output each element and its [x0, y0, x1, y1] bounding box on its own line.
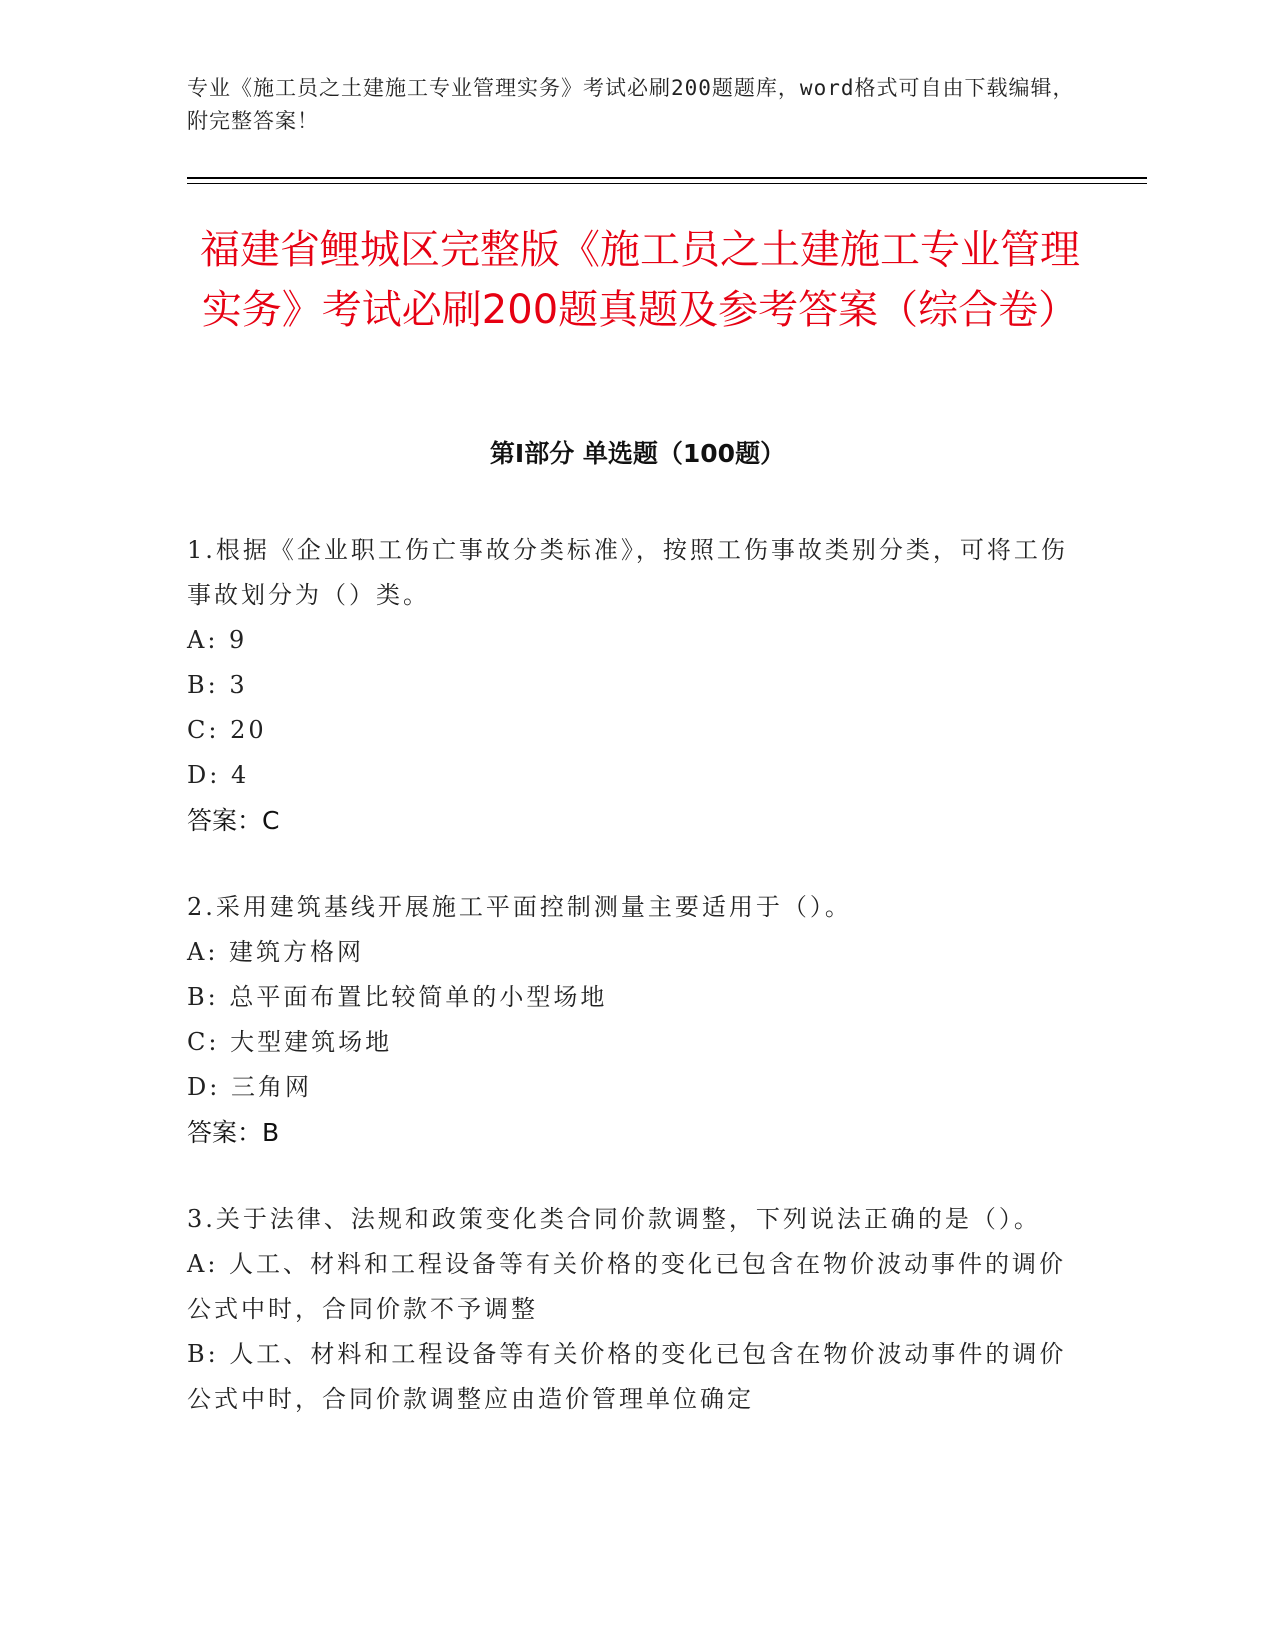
- question-text: 2.采用建筑基线开展施工平面控制测量主要适用于（）。: [187, 893, 852, 921]
- question-text: 1.根据《企业职工伤亡事故分类标准》，按照工伤事故类别分类，可将工伤事故划分为（）类。: [187, 536, 1068, 609]
- option-c: C: 大型建筑场地: [187, 1028, 393, 1056]
- question-2: [187, 885, 1087, 1155]
- answer: 答案：C: [187, 806, 280, 835]
- answer: 答案：B: [187, 1118, 280, 1147]
- section-heading: 第I部分 单选题（100题）: [489, 439, 786, 468]
- question-list: [187, 528, 1087, 1464]
- option-a: A: 9: [187, 626, 248, 654]
- option-a: A: 人工、材料和工程设备等有关价格的变化已包含在物价波动事件的调价公式中时，合同价款不予调整: [187, 1250, 1067, 1323]
- option-b: B: 总平面布置比较简单的小型场地: [187, 983, 608, 1011]
- question-3: [187, 1197, 1087, 1422]
- question-text: 3.关于法律、法规和政策变化类合同价款调整，下列说法正确的是（）。: [187, 1205, 1041, 1233]
- option-d: D: 4: [187, 761, 250, 789]
- header-rule-thick: [187, 177, 1147, 179]
- question-1: [187, 528, 1087, 843]
- header-note: 专业《施工员之土建施工专业管理实务》考试必刷200题题库，word格式可自由下载编辑，附完整答案！: [187, 76, 1075, 133]
- document-title: 福建省鲤城区完整版《施工员之土建施工专业管理实务》考试必刷200题真题及参考答案（综合卷）: [200, 227, 1080, 333]
- option-a: A: 建筑方格网: [187, 938, 365, 966]
- option-b: B: 3: [187, 671, 248, 699]
- option-b: B: 人工、材料和工程设备等有关价格的变化已包含在物价波动事件的调价公式中时，合同价款调整应由造价管理单位确定: [187, 1340, 1067, 1413]
- option-c: C: 20: [187, 716, 267, 744]
- option-d: D: 三角网: [187, 1073, 312, 1101]
- header-rule-thin: [187, 183, 1147, 184]
